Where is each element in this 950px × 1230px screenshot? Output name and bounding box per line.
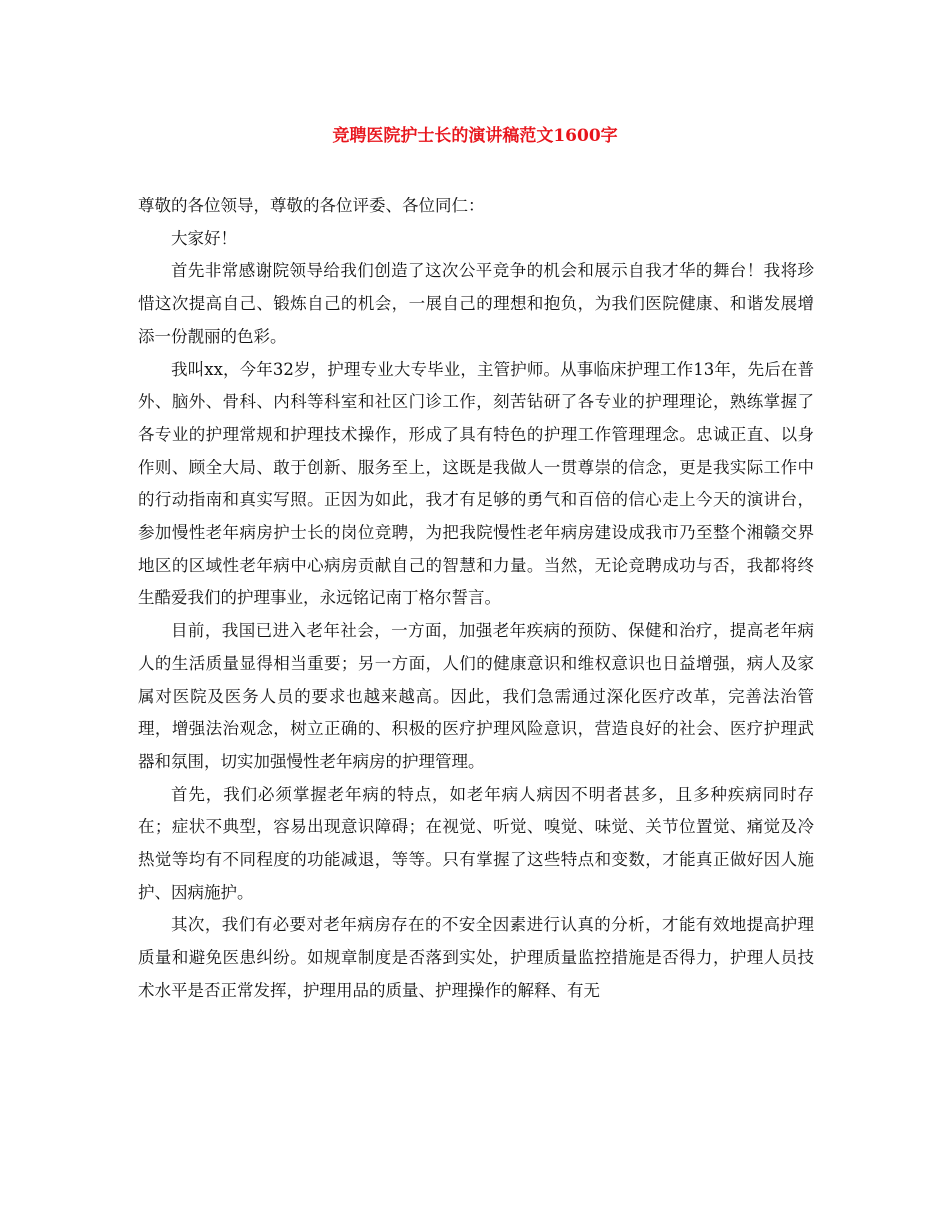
paragraph: 其次，我们有必要对老年病房存在的不安全因素进行认真的分析，才能有效地提高护理质量和避免医患纠纷。如规章制度是否落到实处，护理质量监控措施是否得力，护理人员技术水平是否正常发挥，护理用品的质量、护理操作的解释、有无 [138,915,814,1000]
paragraph: 目前，我国已进入老年社会，一方面，加强老年疾病的预防、保健和治疗，提高老年病人的生活质量显得相当重要；另一方面，人们的健康意识和维权意识也日益增强，病人及家属对医院及医务人员的要求也越来越高。因此，我们急需通过深化医疗改革，完善法治管理，增强法治观念，树立正确的、积极的医疗护理风险意识，营造良好的社会、医疗护理武器和氛围，切实加强慢性老年病房的护理管理。 [138,621,814,771]
paragraph: 首先非常感谢院领导给我们创造了这次公平竞争的机会和展示自我才华的舞台！我将珍惜这次提高自己、锻炼自己的机会，一展自己的理想和抱负，为我们医院健康、和谐发展增添一份靓丽的色彩。 [138,261,814,346]
paragraph: 首先，我们必须掌握老年病的特点，如老年病人病因不明者甚多，且多种疾病同时存在；症状不典型，容易出现意识障碍；在视觉、听觉、嗅觉、味觉、关节位置觉、痛觉及冷热觉等均有不同程度的功能减退，等等。只有掌握了这些特点和变数，才能真正做好因人施护、因病施护。 [138,784,814,902]
paragraph: 我叫xx，今年32岁，护理专业大专毕业，主管护师。从事临床护理工作13年，先后在普外、脑外、骨科、内科等科室和社区门诊工作，刻苦钻研了各专业的护理理论，熟练掌握了各专业的护理常规和护理技术操作，形成了具有特色的护理工作管理理念。忠诚正直、以身作则、顾全大局、敢于创新、服务至上，这既是我做人一贯尊崇的信念，更是我实际工作中的行动指南和真实写照。正因为如此，我才有足够的勇气和百倍的信心走上今天的演讲台，参加慢性老年病房护士长的岗位竞聘，为把我院慢性老年病房建设成我市乃至整个湘赣交界地区的区域性老年病中心病房贡献自己的智慧和力量。当然，无论竞聘成功与否，我都将终生酷爱我们的护理事业，永远铭记南丁格尔誓言。 [138,359,814,608]
document-body [138,190,814,1008]
paragraph-salutation: 尊敬的各位领导，尊敬的各位评委、各位同仁： [138,196,485,215]
document-title: 竞聘医院护士长的演讲稿范文1600字 [332,126,618,146]
paragraph-greeting: 大家好！ [171,228,237,248]
